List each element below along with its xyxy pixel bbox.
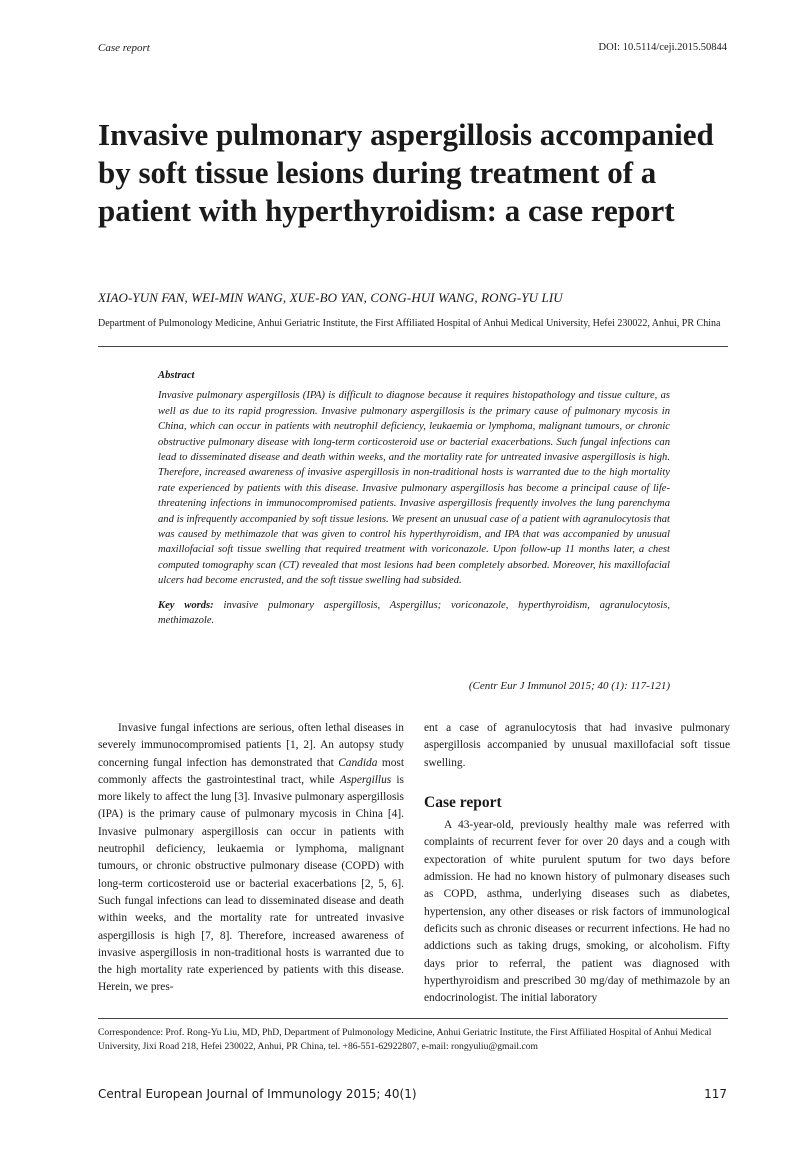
affiliation: Department of Pulmonology Medicine, Anhui Geriatric Institute, the First Affiliated Hospital of Anhui Medical University, Hefei 230022, Anhui, PR China (98, 318, 721, 329)
running-header-section: Case report (98, 42, 150, 54)
intro-text-c: is more likely to affect the lung [3]. Invasive pulmonary aspergillosis (IPA) is the primary cause of pulmonary mycosis in China [4]. Invasive pulmonary aspergillosis can occur in patients with neutrophil deficiency, leukaemia or lymphoma, malignant tumours, or chronic obstructive pulmonary disease (COPD) with long-term corticosteroid use or bacterial exacerbations [2, 5, 6]. Such fungal infections can lead to disseminated disease and death within weeks, and the mortality rate for untreated invasive aspergillosis is high [7, 8]. Therefore, increased awareness of invasive aspergillosis in non-traditional hosts is warranted due to the high mortality rate experienced by patients with this disease. Herein, we pres- (98, 773, 404, 994)
header-divider (98, 346, 728, 347)
intro-continuation: ent a case of agranulocytosis that had invasive pulmonary aspergillosis accompanied by unusual maxillofacial soft tissue swelling. (424, 722, 730, 769)
footnote-divider (98, 1018, 728, 1019)
keywords-label: Key words: (158, 599, 214, 611)
aspergillus-term: Aspergillus (339, 773, 392, 786)
intro-paragraph (98, 720, 404, 997)
body-column-right (424, 720, 730, 1007)
intro-text-b: most commonly affects the gastrointestinal tract, while (98, 756, 404, 786)
intro-text-a: Invasive fungal infections are serious, often lethal diseases in severely immunocompromised patients [1, 2]. An autopsy study concerning fungal infection has demonstrated that (98, 722, 404, 769)
candida-term: Candida (338, 756, 378, 769)
footer-journal: Central European Journal of Immunology 2015; 40(1) (98, 1087, 417, 1101)
keywords-list: invasive pulmonary aspergillosis, Aspergillus; voriconazole, hyperthyroidism, agranulocytosis, methimazole. (158, 599, 670, 627)
body-column-left (98, 720, 404, 997)
abstract-text: Invasive pulmonary aspergillosis (IPA) is difficult to diagnose because it requires histopathology and tissue culture, as well as due to its rapid progression. Invasive pulmonary aspergillosis is the primary cause of pulmonary mycosis in China, which can occur in patients with neutrophil deficiency, leukaemia or lymphoma, malignant tumours, or chronic obstructive pulmonary disease with long-term corticosteroid use or bacterial exacerbations. Such fungal infections can lead to disseminated disease and death within weeks, and the mortality rate for untreated invasive aspergillosis is high. Therefore, increased awareness of invasive aspergillosis in non-traditional hosts is warranted due to the high mortality rate experienced by patients with this disease. Invasive pulmonary aspergillosis has become a principal cause of life-threatening infections in immunocompromised patients. Invasive aspergillosis frequently involves the lung parenchyma and is infrequently accompanied by soft tissue lesions. We present an unusual case of a patient with agranulocytosis that was caused by methimazole that was given to control his hyperthyroidism, and IPA that was accompanied by unusual maxillofacial soft tissue swelling that required treatment with voriconazole. Upon follow-up 11 months later, a chest computed tomography scan (CT) revealed that most lesions had been completely absorbed. Moreover, his maxillofacial ulcers had become encrusted, and the soft tissue swelling had subsided. (158, 390, 670, 587)
page-number: 117 (704, 1087, 727, 1101)
abstract-block (158, 368, 670, 629)
doi-label: DOI: 10.5114/ceji.2015.50844 (598, 42, 727, 53)
citation: (Centr Eur J Immunol 2015; 40 (1): 117-121) (468, 680, 670, 692)
article-title: Invasive pulmonary aspergillosis accompanied by soft tissue lesions during treatment of a patient with hyperthyroidism: a case report (98, 117, 714, 228)
case-paragraph: A 43-year-old, previously healthy male was referred with complaints of recurrent fever for over 20 days and a cough with expectoration of white purulent sputum for two days before admission. He had no known history of pulmonary diseases such as COPD, asthma, underlying diseases such as diabetes, hypertension, any other diseases or risk factors of immunological deficits such as chronic diseases or recurrent infections. He had no addictions such as taking drugs, smoking, or alcoholism. Fifty days prior to referral, the patient was diagnosed with hyperthyroidism and prescribed 30 mg/day of methimazole by an endocrinologist. The initial laboratory (424, 819, 730, 1005)
section-heading-case-report: Case report (424, 793, 502, 811)
author-list: XIAO-YUN FAN, WEI-MIN WANG, XUE-BO YAN, CONG-HUI WANG, RONG-YU LIU (98, 290, 563, 305)
abstract-heading: Abstract (158, 370, 195, 381)
correspondence-note: Correspondence: Prof. Rong-Yu Liu, MD, PhD, Department of Pulmonology Medicine, Anhui Geriatric Institute, the First Affiliated Hospital of Anhui Medical University, Jixi Road 218, Hefei 230022, Anhui, PR China, tel. +86-551-62922807, e-mail: rongyuliu@gmail.com (98, 1027, 712, 1052)
keywords (158, 598, 670, 629)
